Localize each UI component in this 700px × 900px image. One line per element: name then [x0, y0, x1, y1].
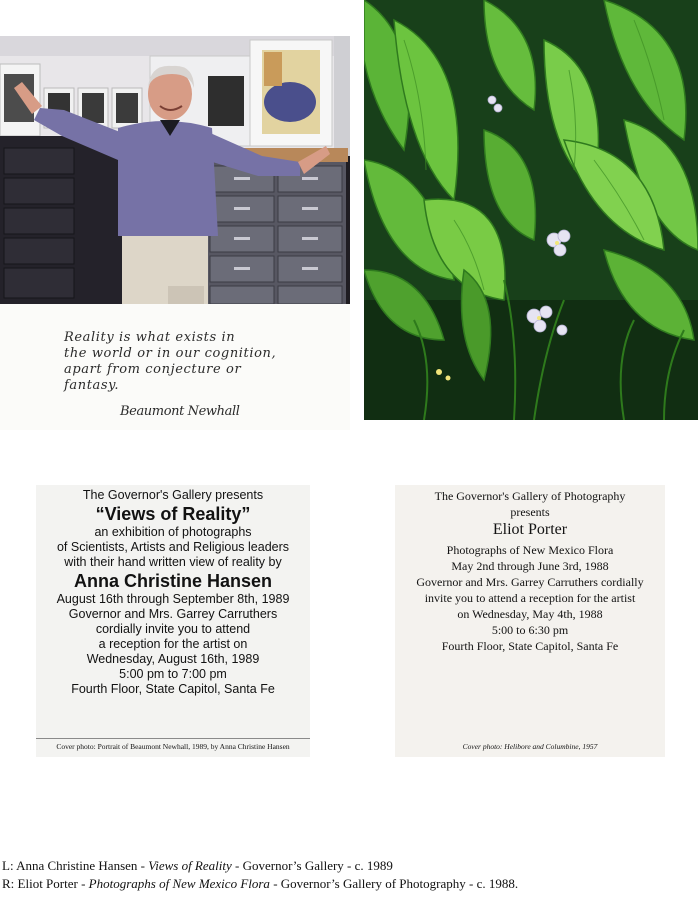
card-reception-time: 5:00 pm to 7:00 pm [119, 667, 227, 681]
card-cover-photo-credit: Cover photo: Portrait of Beaumont Newhall, 1989, by Anna Christine Hansen [36, 738, 310, 751]
card-invite-line-2: cordially invite you to attend [95, 622, 251, 636]
card-invite-line-3: a reception for the artist on [98, 637, 248, 651]
card-description-line-3: with their hand written view of reality by [64, 555, 282, 569]
card-presenter: The Governor's Gallery of Photography [434, 489, 626, 503]
handwritten-signature: Beaumont Newhall [120, 404, 240, 419]
caption-left [2, 858, 393, 874]
portrait-photo [0, 36, 350, 304]
card-presenter: The Governor's Gallery presents [82, 488, 264, 502]
card-description-line-2: of Scientists, Artists and Religious leaders [56, 540, 290, 554]
card-exhibition-subtitle: Photographs of New Mexico Flora [446, 543, 614, 557]
flora-photo [364, 0, 698, 420]
card-invite-line-2: invite you to attend a reception for the artist [424, 591, 636, 605]
portrait-photo-illustration [0, 36, 350, 304]
card-exhibition-dates: May 2nd through June 3rd, 1988 [451, 559, 609, 573]
caption-right-title: Photographs of New Mexico Flora [88, 876, 270, 891]
card-exhibition-dates: August 16th through September 8th, 1989 [56, 592, 290, 606]
card-location: Fourth Floor, State Capitol, Santa Fe [71, 682, 275, 696]
eliot-porter-announcement [395, 485, 665, 757]
caption-right-suffix: - Governor’s Gallery of Photography - c. 1988. [269, 876, 519, 891]
card-exhibition-title: “Views of Reality” [95, 504, 251, 524]
flora-photo-illustration [364, 0, 698, 420]
caption-left-suffix: - Governor’s Gallery - c. 1989 [231, 858, 393, 873]
card-artist-name: Anna Christine Hansen [73, 571, 273, 591]
views-of-reality-announcement [36, 485, 310, 757]
handwritten-quote: Reality is what exists in the world or in our cognition, apart from conjecture or fantasy. [64, 330, 277, 393]
card-description-line-1: an exhibition of photographs [94, 525, 252, 539]
caption-left-prefix: L: Anna Christine Hansen - [2, 858, 149, 873]
card-invite-line-1: Governor and Mrs. Garrey Carruthers cordially [416, 575, 644, 589]
card-cover-photo-credit: Cover photo: Helibore and Columbine, 1957 [462, 742, 598, 751]
caption-left-title: Views of Reality [148, 858, 232, 873]
caption-right-prefix: R: Eliot Porter - [2, 876, 89, 891]
card-reception-date: on Wednesday, May 4th, 1988 [457, 607, 603, 621]
card-invite-line-1: Governor and Mrs. Garrey Carruthers [68, 607, 278, 621]
card-reception-date: Wednesday, August 16th, 1989 [86, 652, 260, 666]
caption-right [2, 876, 518, 892]
card-presents: presents [510, 505, 550, 519]
card-location: Fourth Floor, State Capitol, Santa Fe [441, 639, 619, 653]
card-artist-name: Eliot Porter [492, 521, 568, 538]
card-reception-time: 5:00 to 6:30 pm [491, 623, 569, 637]
